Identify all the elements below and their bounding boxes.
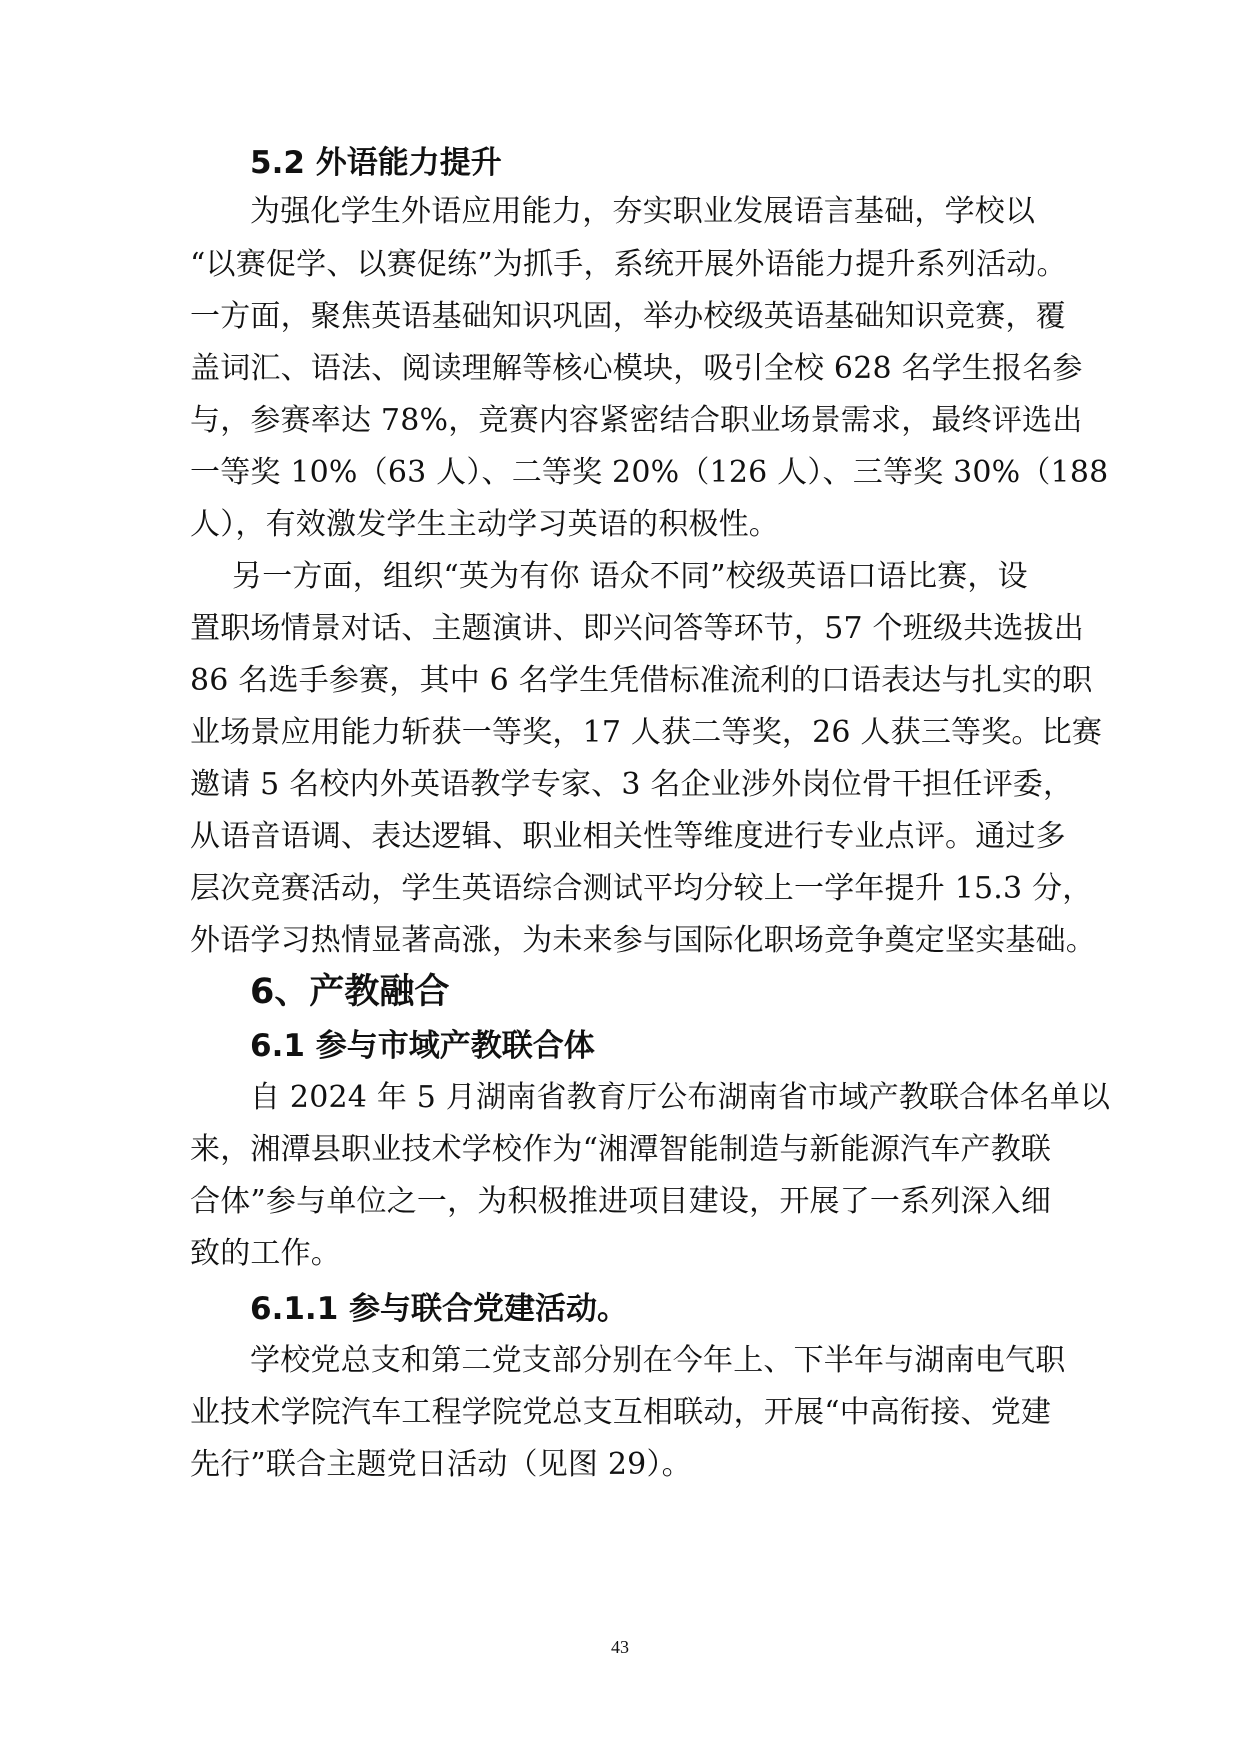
- section-6-1-heading: 6.1 参与市域产教联合体: [250, 1028, 595, 1064]
- paragraph-line: 邀请 5 名校内外英语教学专家、3 名企业涉外岗位骨干担任评委，: [190, 767, 1074, 802]
- paragraph-line: 人），有效激发学生主动学习英语的积极性。: [190, 507, 779, 542]
- paragraph-line: “以赛促学、以赛促练”为抓手，系统开展外语能力提升系列活动。: [190, 247, 1067, 282]
- paragraph-line: 86 名选手参赛，其中 6 名学生凭借标准流利的口语表达与扎实的职: [190, 663, 1093, 698]
- paragraph-line: 业场景应用能力斩获一等奖，17 人获二等奖，26 人获三等奖。比赛: [190, 715, 1103, 750]
- paragraph-line: 为强化学生外语应用能力，夯实职业发展语言基础，学校以: [250, 194, 1036, 229]
- paragraph-line: 致的工作。: [190, 1236, 341, 1271]
- page-number: 43: [611, 1637, 629, 1657]
- paragraph-line: 一等奖 10%（63 人）、二等奖 20%（126 人）、三等奖 30%（188: [190, 455, 1109, 490]
- paragraph-line: 盖词汇、语法、阅读理解等核心模块，吸引全校 628 名学生报名参: [190, 351, 1083, 386]
- section-5-2-heading: 5.2 外语能力提升: [250, 145, 502, 181]
- paragraph-line: 来，湘潭县职业技术学校作为“湘潭智能制造与新能源汽车产教联: [190, 1132, 1052, 1167]
- paragraph-line: 外语学习热情显著高涨，为未来参与国际化职场竞争奠定坚实基础。: [190, 923, 1096, 958]
- paragraph-line: 合体”参与单位之一，为积极推进项目建设，开展了一系列深入细: [190, 1184, 1052, 1219]
- paragraph-line: 先行”联合主题党日活动（见图 29）。: [190, 1447, 692, 1482]
- paragraph-line: 置职场情景对话、主题演讲、即兴问答等环节，57 个班级共选拔出: [190, 611, 1084, 646]
- section-6-1-1-heading: 6.1.1 参与联合党建活动。: [250, 1291, 629, 1327]
- paragraph-line: 学校党总支和第二党支部分别在今年上、下半年与湖南电气职: [250, 1343, 1066, 1378]
- paragraph-line: 业技术学院汽车工程学院党总支互相联动，开展“中高衔接、党建: [190, 1395, 1052, 1430]
- paragraph-line: 自 2024 年 5 月湖南省教育厅公布湖南省市域产教联合体名单以: [250, 1080, 1111, 1115]
- paragraph-line: 层次竞赛活动，学生英语综合测试平均分较上一学年提升 15.3 分，: [190, 871, 1093, 906]
- paragraph-line: 与，参赛率达 78%，竞赛内容紧密结合职业场景需求，最终评选出: [190, 403, 1083, 438]
- paragraph-line: 另一方面，组织“英为有你 语众不同”校级英语口语比赛，设: [232, 559, 1028, 594]
- section-6-heading: 6、产教融合: [250, 972, 450, 1012]
- paragraph-line: 从语音语调、表达逻辑、职业相关性等维度进行专业点评。通过多: [190, 819, 1066, 854]
- paragraph-line: 一方面，聚焦英语基础知识巩固，举办校级英语基础知识竞赛，覆: [190, 299, 1066, 334]
